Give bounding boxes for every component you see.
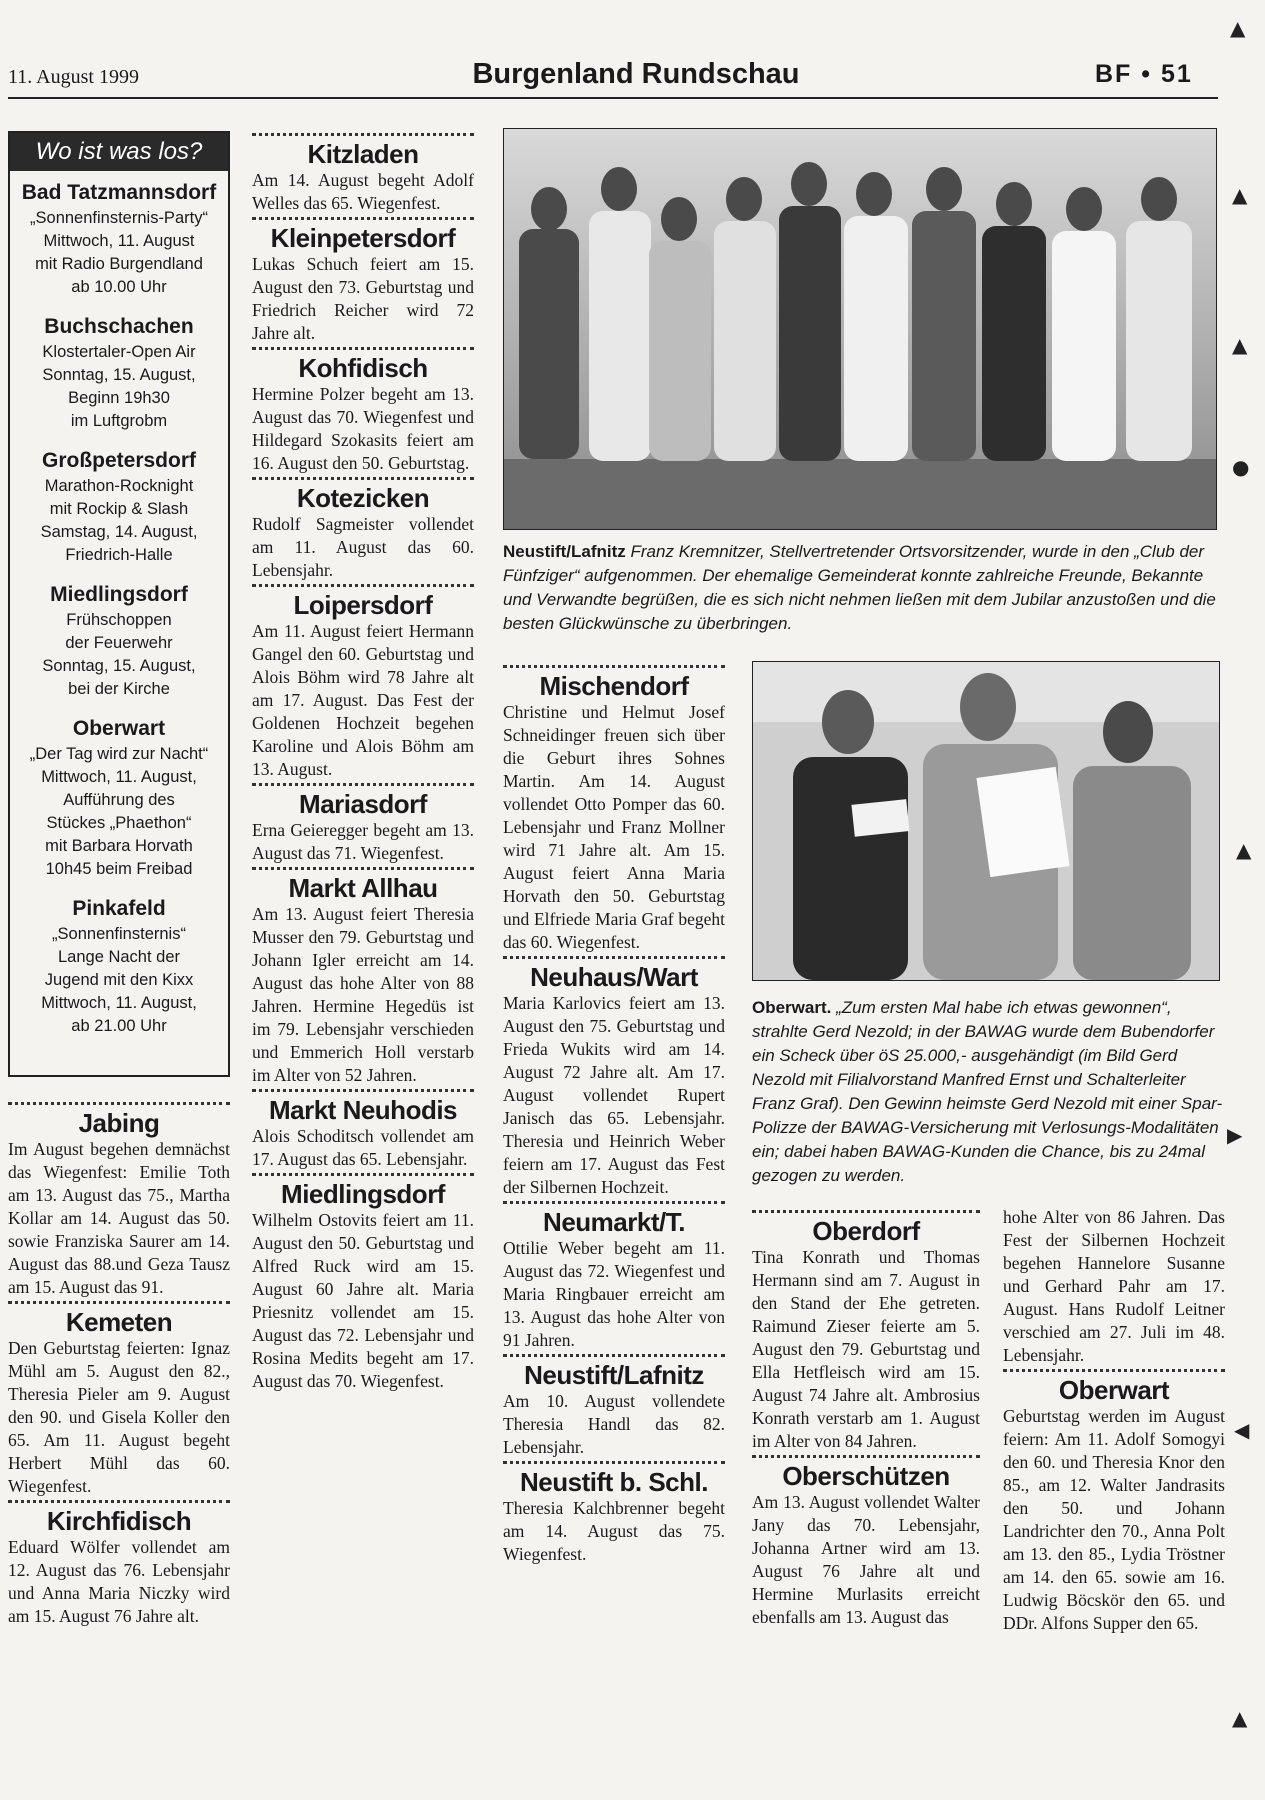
event-detail: Beginn 19h30 bbox=[68, 389, 170, 407]
event-detail: im Luftgrobm bbox=[70, 412, 168, 430]
notice-section bbox=[252, 1089, 474, 1171]
column-2 bbox=[252, 131, 474, 1395]
event-item bbox=[16, 313, 222, 433]
page-number: BF • 51 bbox=[1095, 60, 1193, 88]
event-detail: „Sonnenfinsternis“ bbox=[52, 925, 186, 943]
event-item bbox=[16, 895, 222, 1038]
header-rule bbox=[8, 97, 1218, 99]
dotted-divider bbox=[503, 1201, 725, 1204]
binding-mark-icon: ▲ bbox=[1230, 16, 1246, 40]
event-detail: Stückes „Phaethon“ bbox=[46, 814, 192, 832]
section-text: Geburtstag werden im August feiern: Am 11. Adolf Somogyi den 60. und Theresia Knor den 85., am 12. Walter Jandrasits den 50. und Johann Landrichter den 70., Anna Polt am 13. den 85., Lydia Tröstner am 14. den 65. sowie am 16. Ludwig Böcskör den 65. und DDr. Alfons Supper den 65. bbox=[1003, 1406, 1225, 1633]
dotted-divider bbox=[503, 1461, 725, 1464]
section-text: Tina Konrath und Thomas Hermann sind am 7. August in den Stand der Ehe getreten. Raimund Zieser feierte am 5. August den 79. Geburtstag und Ella Hetfleisch wird am 15. August 74 Jahre alt. Ambrosius Konrath verstarb am 1. August im Alter von 84 Jahren. bbox=[752, 1247, 980, 1451]
photo2-caption-text: „Zum ersten Mal habe ich etwas gewonnen“, strahlte Gerd Nezold; in der BAWAG wurde dem Bubendorfer ein Scheck über öS 25.000,- ausgehändigt (im Bild Gerd Nezold mit Filialvorstand Manfred Ernst und Schalterleiter Franz Graf). Den Gewinn heimste Gerd Nezold mit einer Spar-Polizze der BAWAG-Versicherung mit Verlosungs-Modalitäten ein; dabei haben BAWAG-Kunden die Chance, bis zu 24mal gezogen zu werden. bbox=[752, 998, 1223, 1185]
dotted-divider bbox=[252, 133, 474, 136]
section-text: Alois Schoditsch vollendet am 17. August das 65. Lebensjahr. bbox=[252, 1126, 474, 1169]
section-text: Am 13. August vollendet Walter Jany das 70. Lebensjahr, Johanna Artner wird am 13. August 76 Jahre alt und Hermine Murlasits erreicht ebenfalls am 13. August das bbox=[752, 1492, 980, 1627]
column-4 bbox=[752, 1208, 980, 1631]
dotted-divider bbox=[252, 783, 474, 786]
dotted-divider bbox=[252, 867, 474, 870]
section-heading: Kohfidisch bbox=[298, 353, 428, 383]
section-text: Den Geburtstag feierten: Ignaz Mühl am 5. August den 82., Theresia Pieler am 9. August den 90. und Gisela Koller den 65. Am 11. August begeht Herbert Mühl das 60. Wiegenfest. bbox=[8, 1338, 230, 1496]
column-5-lead-text: hohe Alter von 86 Jahren. Das Fest der Silbernen Hochzeit begehen Hannelore Susanne und Gerhard Pahr am 17. August. Hans Rudolf Leitner verschied am 27. Juli im 48. Lebensjahr. bbox=[1003, 1207, 1225, 1365]
section-text: Am 13. August feiert Theresia Musser den 79. Geburtstag und Johann Igler erreicht am 14. August das hohe Alter von 88 Jahren. Hermine Hegedüs ist im 79. Lebensjahr verschieden und Emmerich Holl verstarb im Alter von 52 Jahren. bbox=[252, 904, 474, 1085]
notice-section bbox=[503, 665, 725, 954]
cheque-photo bbox=[752, 661, 1220, 981]
binding-mark-icon: ◀ bbox=[1234, 1418, 1250, 1442]
event-item bbox=[16, 447, 222, 567]
event-detail: Mittwoch, 11. August, bbox=[41, 994, 197, 1012]
section-heading: Kirchfidisch bbox=[46, 1506, 192, 1536]
events-list bbox=[10, 171, 228, 1038]
section-text: Am 10. August vollendete Theresia Handl das 82. Lebensjahr. bbox=[503, 1391, 725, 1457]
section-heading: Neumarkt/T. bbox=[543, 1207, 685, 1237]
column-5 bbox=[1003, 1206, 1225, 1637]
events-box bbox=[8, 131, 230, 1077]
notice-section bbox=[503, 956, 725, 1199]
notice-section bbox=[252, 783, 474, 865]
section-text: Hermine Polzer begeht am 13. August das 70. Wiegenfest und Hildegard Szokasits feiert am 16. August den 50. Geburtstag. bbox=[252, 384, 474, 473]
event-item bbox=[16, 715, 222, 881]
binding-mark-icon: ▶ bbox=[1227, 1123, 1243, 1147]
section-heading: Mariasdorf bbox=[299, 789, 427, 819]
section-heading: Miedlingsdorf bbox=[281, 1179, 445, 1209]
notice-section bbox=[252, 477, 474, 582]
photo1-caption-place: Neustift/Lafnitz bbox=[503, 542, 626, 561]
notice-section bbox=[752, 1210, 980, 1453]
dotted-divider bbox=[252, 477, 474, 480]
binding-mark-icon: ▲ bbox=[1232, 1706, 1248, 1730]
event-place: Bad Tatzmannsdorf bbox=[21, 181, 217, 204]
section-text: Maria Karlovics feiert am 13. August den 75. Geburtstag und Frieda Wukits wird am 14. August 72 Jahre alt. Am 17. August vollendet Rupert Janisch das 65. Lebensjahr. Theresia und Heinrich Weber feiern am 17. August das Fest der Silbernen Hochzeit. bbox=[503, 993, 725, 1197]
column-5-lead bbox=[1003, 1206, 1225, 1367]
event-detail: 10h45 beim Freibad bbox=[45, 860, 193, 878]
group-photo bbox=[503, 128, 1217, 530]
section-heading: Kotezicken bbox=[296, 483, 430, 513]
notice-section bbox=[252, 1173, 474, 1393]
event-place: Buchschachen bbox=[44, 315, 194, 338]
section-text: Eduard Wölfer vollendet am 12. August das 76. Lebensjahr und Anna Maria Niczky wird am 15. August 76 Jahre alt. bbox=[8, 1537, 230, 1626]
event-detail: Jugend mit den Kixx bbox=[44, 971, 194, 989]
binding-mark-icon: ▲ bbox=[1232, 183, 1248, 207]
column-3 bbox=[503, 663, 725, 1568]
event-detail: Sonntag, 15. August, bbox=[42, 657, 196, 675]
notice-section bbox=[8, 1301, 230, 1498]
notice-section bbox=[503, 1461, 725, 1566]
event-detail: ab 21.00 Uhr bbox=[71, 1017, 167, 1035]
binding-mark-icon: ● bbox=[1232, 455, 1250, 479]
section-heading: Mischendorf bbox=[539, 671, 689, 701]
newspaper-title: Burgenland Rundschau bbox=[472, 58, 800, 90]
section-text: Christine und Helmut Josef Schneidinger freuen sich über die Geburt ihres Sohnes Martin. Am 14. August vollendet Otto Pomper das 60. Lebensjahr und Franz Mollner wird 71 Jahre alt. Am 15. August feiert Anna Maria Horvath den 50. Geburtstag und Elfriede Maria Graf begeht das 60. Wiegenfest. bbox=[503, 702, 725, 952]
section-heading: Oberschützen bbox=[782, 1461, 950, 1491]
event-detail: Aufführung des bbox=[63, 791, 175, 809]
dotted-divider bbox=[503, 665, 725, 668]
dotted-divider bbox=[752, 1455, 980, 1458]
event-detail: der Feuerwehr bbox=[65, 634, 173, 652]
event-detail: Klostertaler-Open Air bbox=[42, 343, 196, 361]
photo1-caption bbox=[503, 540, 1218, 636]
event-item bbox=[16, 179, 222, 299]
section-text: Ottilie Weber begeht am 11. August das 72. Wiegenfest und Maria Ringbauer erreicht am 13. August das hohe Alter von 91 Jahren. bbox=[503, 1238, 725, 1350]
event-place: Pinkafeld bbox=[72, 897, 166, 920]
photo1-caption-text: Franz Kremnitzer, Stellvertretender Ortsvorsitzender, wurde in den „Club der Fünfziger“ aufgenommen. Der ehemalige Gemeinderat konnte zahlreiche Freunde, Bekannte und Verwandte begrüßen, die es sich nicht nehmen ließen mit dem Jubilar anzustoßen und die besten Glückwünsche zu überbringen. bbox=[503, 542, 1216, 633]
section-heading: Markt Neuhodis bbox=[268, 1095, 458, 1125]
event-detail: Sonntag, 15. August, bbox=[42, 366, 196, 384]
binding-mark-icon: ▲ bbox=[1236, 838, 1252, 862]
event-detail: ab 10.00 Uhr bbox=[71, 278, 167, 296]
event-place: Großpetersdorf bbox=[41, 449, 196, 472]
section-heading: Oberwart bbox=[1058, 1375, 1170, 1405]
dotted-divider bbox=[252, 217, 474, 220]
event-detail: „Sonnenfinsternis-Party“ bbox=[30, 209, 208, 227]
binding-mark-icon: ▲ bbox=[1232, 333, 1248, 357]
notice-section bbox=[8, 1102, 230, 1299]
event-detail: Frühschoppen bbox=[66, 611, 172, 629]
notice-section bbox=[252, 867, 474, 1087]
event-detail: „Der Tag wird zur Nacht“ bbox=[29, 745, 209, 763]
section-heading: Kitzladen bbox=[307, 139, 419, 169]
event-detail: mit Rockip & Slash bbox=[49, 500, 189, 518]
event-detail: Mittwoch, 11. August bbox=[43, 232, 195, 250]
notice-section bbox=[252, 217, 474, 345]
column-1 bbox=[8, 1100, 230, 1630]
dotted-divider bbox=[8, 1500, 230, 1503]
section-text: Im August begehen demnächst das Wiegenfest: Emilie Toth am 13. August das 75., Martha Kollar am 14. August das 50. sowie Franziska Saurer am 14. August das 88.und Geza Tausz am 15. August das 91. bbox=[8, 1139, 230, 1297]
section-text: Am 14. August begeht Adolf Welles das 65. Wiegenfest. bbox=[252, 170, 474, 213]
event-detail: Samstag, 14. August, bbox=[40, 523, 198, 541]
dotted-divider bbox=[252, 584, 474, 587]
event-detail: Lange Nacht der bbox=[57, 948, 180, 966]
notice-section bbox=[1003, 1369, 1225, 1635]
dotted-divider bbox=[752, 1210, 980, 1213]
events-box-title: Wo ist was los? bbox=[10, 133, 228, 171]
notice-section bbox=[8, 1500, 230, 1628]
photo2-caption-place: Oberwart. bbox=[752, 998, 832, 1017]
section-text: Erna Geieregger begeht am 13. August das 71. Wiegenfest. bbox=[252, 820, 474, 863]
section-heading: Loipersdorf bbox=[293, 590, 433, 620]
event-detail: mit Radio Burgendland bbox=[35, 255, 203, 273]
dotted-divider bbox=[252, 347, 474, 350]
section-heading: Neuhaus/Wart bbox=[530, 962, 698, 992]
dotted-divider bbox=[503, 956, 725, 959]
event-detail: mit Barbara Horvath bbox=[45, 837, 193, 855]
event-place: Oberwart bbox=[72, 717, 166, 740]
dotted-divider bbox=[8, 1102, 230, 1105]
event-item bbox=[16, 581, 222, 701]
dotted-divider bbox=[503, 1354, 725, 1357]
section-text: Rudolf Sagmeister vollendet am 11. August das 60. Lebensjahr. bbox=[252, 514, 474, 580]
section-heading: Neustift b. Schl. bbox=[520, 1467, 708, 1497]
notice-section bbox=[503, 1201, 725, 1352]
dotted-divider bbox=[252, 1089, 474, 1092]
section-heading: Markt Allhau bbox=[288, 873, 438, 903]
section-heading: Kemeten bbox=[65, 1307, 173, 1337]
dotted-divider bbox=[1003, 1369, 1225, 1372]
event-place: Miedlingsdorf bbox=[50, 583, 188, 606]
notice-section bbox=[503, 1354, 725, 1459]
notice-section bbox=[752, 1455, 980, 1629]
photo2-caption bbox=[752, 996, 1224, 1188]
notice-section bbox=[252, 133, 474, 215]
dotted-divider bbox=[252, 1173, 474, 1176]
section-text: Lukas Schuch feiert am 15. August den 73. Geburtstag und Friedrich Reicher wird 72 Jahre alt. bbox=[252, 254, 474, 343]
event-detail: Mittwoch, 11. August, bbox=[41, 768, 197, 786]
section-heading: Jabing bbox=[78, 1108, 160, 1138]
section-heading: Oberdorf bbox=[812, 1216, 920, 1246]
section-heading: Neustift/Lafnitz bbox=[524, 1360, 704, 1390]
section-heading: Kleinpetersdorf bbox=[270, 223, 456, 253]
section-text: Wilhelm Ostovits feiert am 11. August den 50. Geburtstag und Alfred Ruck wird am 15. August 60 Jahre alt. Maria Priesnitz vollendet am 15. August das 72. Lebensjahr und Rosina Medits begeht am 17. August das 70. Wiegenfest. bbox=[252, 1210, 474, 1391]
event-detail: bei der Kirche bbox=[68, 680, 170, 698]
dotted-divider bbox=[8, 1301, 230, 1304]
issue-date: 11. August 1999 bbox=[8, 66, 139, 88]
notice-section bbox=[252, 584, 474, 781]
event-detail: Marathon-Rocknight bbox=[44, 477, 194, 495]
section-text: Am 11. August feiert Hermann Gangel den 60. Geburtstag und Alois Böhm wird 78 Jahre alt am 17. August. Das Fest der Goldenen Hochzeit begehen Karoline und Alois Böhm am 13. August. bbox=[252, 621, 474, 779]
section-text: Theresia Kalchbrenner begeht am 14. August das 75. Wiegenfest. bbox=[503, 1498, 725, 1564]
notice-section bbox=[252, 347, 474, 475]
event-detail: Friedrich-Halle bbox=[65, 546, 173, 564]
